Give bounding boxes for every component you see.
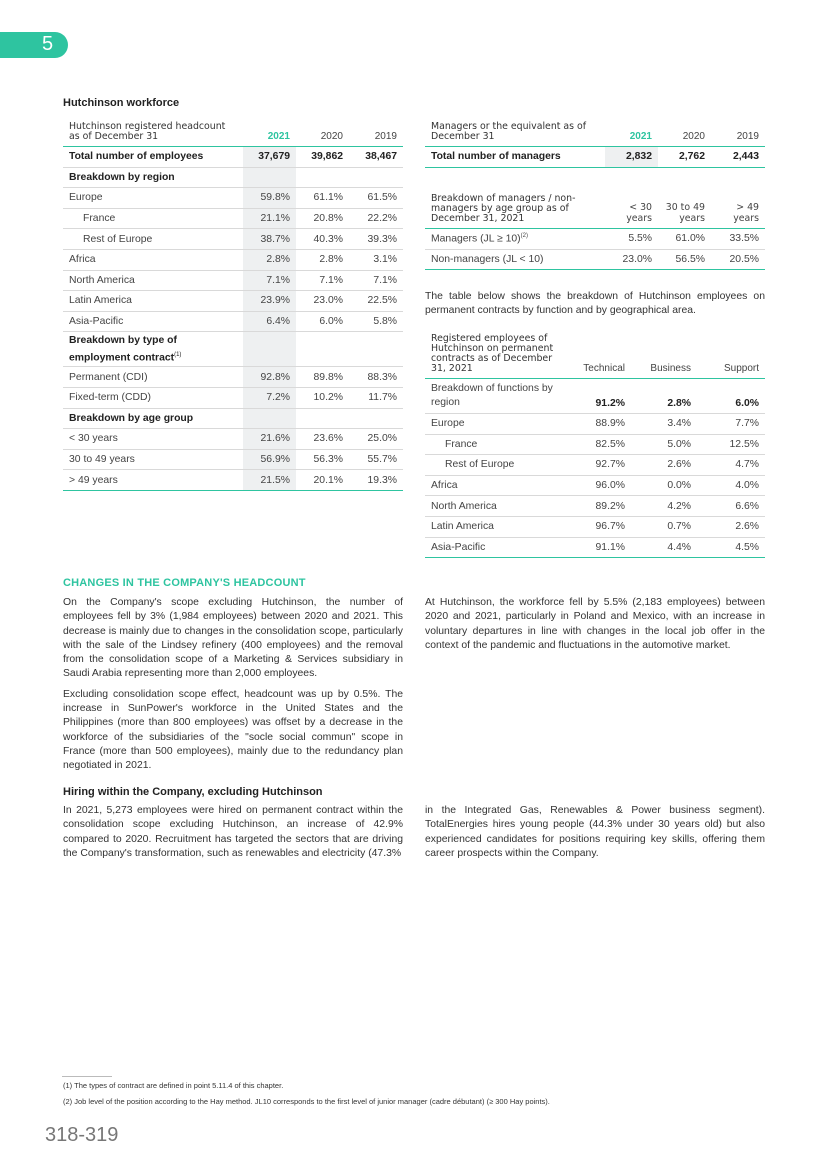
table-row	[63, 367, 403, 388]
cell: 59.8%	[243, 188, 296, 209]
total-2020: 2,762	[658, 147, 711, 168]
hiring-left-text: In 2021, 5,273 employees were hired on permanent contract within the consolidation scope excluding Hutchinson, an increase of 42.9% compared to 2020. Recruitment has targeted the sectors that are driving the Company's transformation, such as renewables and electricity (47.3%	[63, 805, 403, 859]
row-label: Permanent (CDI)	[63, 367, 243, 388]
changes-right-text: At Hutchinson, the workforce fell by 5.5% (2,183 employees) between 2020 and 2021, particularly in Poland and Mexico, with an increase in voluntary departures in line with changes in the local job offer in the context of the pandemic and fluctuations in the automotive market.	[425, 597, 765, 651]
header-under-30: < 30 years	[605, 194, 658, 229]
footnote-ref: (1)	[174, 352, 182, 359]
table-header-row	[425, 122, 765, 147]
cell: 96.7%	[565, 516, 631, 537]
cell: 55.7%	[349, 449, 403, 470]
functions-table	[425, 334, 765, 558]
cell: 21.5%	[243, 470, 296, 491]
page-numbers: 318-319	[45, 1124, 119, 1146]
section-row	[63, 167, 403, 188]
row-label: Rest of Europe	[425, 455, 565, 476]
row-label	[425, 229, 605, 250]
total-2021: 2,832	[605, 147, 658, 168]
row-label: North America	[63, 270, 243, 291]
cell: 21.6%	[243, 429, 296, 450]
total-row	[425, 147, 765, 168]
cell: 6.0%	[697, 379, 765, 414]
cell: 7.1%	[243, 270, 296, 291]
total-2019: 38,467	[349, 147, 403, 168]
cell: 5.5%	[605, 229, 658, 250]
cell: 11.7%	[349, 387, 403, 408]
header-2019: 2019	[349, 122, 403, 147]
cell: 92.7%	[565, 455, 631, 476]
header-label: Managers or the equivalent as of December 31	[425, 122, 605, 147]
hutchinson-headcount-table	[63, 122, 403, 491]
functions-intro: The table below shows the breakdown of Hutchinson employees on permanent contracts by function and by geographical area.	[425, 291, 765, 317]
row-label: 30 to 49 years	[63, 449, 243, 470]
cell: 20.5%	[711, 249, 765, 270]
row-label: Non-managers (JL < 10)	[425, 249, 605, 270]
cell: 4.4%	[631, 537, 697, 558]
cell: 4.5%	[697, 537, 765, 558]
cell: 2.8%	[296, 249, 349, 270]
table-row	[425, 414, 765, 435]
table-row	[425, 434, 765, 455]
row-label: > 49 years	[63, 470, 243, 491]
row-label: Rest of Europe	[63, 229, 243, 250]
region-heading: Breakdown by region	[63, 167, 243, 188]
row-label-text: Managers (JL ≥ 10)	[431, 233, 521, 245]
cell: 3.4%	[631, 414, 697, 435]
contract-heading-line2: employment contract	[69, 352, 175, 364]
cell: 5.8%	[349, 311, 403, 332]
cell: 92.8%	[243, 367, 296, 388]
contract-heading	[63, 332, 243, 367]
cell: 2.6%	[697, 516, 765, 537]
cell: 38.7%	[243, 229, 296, 250]
table-header-row	[425, 194, 765, 229]
cell: 0.0%	[631, 475, 697, 496]
row-label: Fixed-term (CDD)	[63, 387, 243, 408]
cell: 4.2%	[631, 496, 697, 517]
total-label: Breakdown of functions by region	[425, 379, 565, 414]
cell: 22.5%	[349, 291, 403, 312]
row-label: Africa	[63, 249, 243, 270]
header-label: Hutchinson registered headcount as of December 31	[63, 122, 243, 147]
table-row	[63, 387, 403, 408]
header-2020: 2020	[296, 122, 349, 147]
contract-heading-line1: Breakdown by type of	[69, 335, 177, 347]
table-row	[425, 229, 765, 250]
table-row	[425, 537, 765, 558]
table-row	[425, 516, 765, 537]
chapter-tab	[0, 32, 68, 58]
cell: 10.2%	[296, 387, 349, 408]
cell: 91.2%	[565, 379, 631, 414]
cell: 23.9%	[243, 291, 296, 312]
row-label: France	[63, 208, 243, 229]
hutchinson-title: Hutchinson workforce	[63, 97, 180, 109]
header-over-49: > 49 years	[711, 194, 765, 229]
cell: 25.0%	[349, 429, 403, 450]
table-row	[63, 429, 403, 450]
total-label: Total number of employees	[63, 147, 243, 168]
table-row	[63, 311, 403, 332]
hiring-right-text: in the Integrated Gas, Renewables & Power business segment). TotalEnergies hires young people (44.3% under 30 years old) but also experienced candidates for positions requiring key skills, offering them career prospects within the Company.	[425, 805, 765, 859]
row-label: Europe	[63, 188, 243, 209]
total-row	[63, 147, 403, 168]
row-label: Africa	[425, 475, 565, 496]
cell: 61.0%	[658, 229, 711, 250]
row-label: Latin America	[425, 516, 565, 537]
total-2021: 37,679	[243, 147, 296, 168]
cell: 40.3%	[296, 229, 349, 250]
paragraph: On the Company's scope excluding Hutchinson, the number of employees fell by 3% (1,984 employees) between 2020 and 2021. This decrease is mainly due to changes in the consolidation scope, particularly with the sale of the Lindsey refinery (400 employees) and the removal from the consolidation scope of a Marketing & Services subsidiary in Saudi Arabia representing more than 2,000 employees.	[63, 597, 403, 680]
cell: 89.2%	[565, 496, 631, 517]
paragraph: Excluding consolidation scope effect, headcount was up by 0.5%. The increase in SunPower's workforce in the United States and the Philippines (more than 800 employees) was offset by a decrease in the workforce of the subsidiaries of the "socle social commun" scope in France (more than 500 employees), mainly due to the redundancy plan negotiated in 2021.	[63, 688, 403, 772]
table-row	[425, 249, 765, 270]
total-row	[425, 379, 765, 414]
managers-table	[425, 122, 765, 168]
cell: 23.0%	[296, 291, 349, 312]
header-2021: 2021	[243, 122, 296, 147]
header-2020: 2020	[658, 122, 711, 147]
table-row	[63, 229, 403, 250]
table-row	[425, 496, 765, 517]
total-2019: 2,443	[711, 147, 765, 168]
cell: 91.1%	[565, 537, 631, 558]
header-support: Support	[697, 334, 765, 379]
row-label: Latin America	[63, 291, 243, 312]
section-row	[63, 332, 403, 367]
cell: 88.3%	[349, 367, 403, 388]
footnote-1: (1) The types of contract are defined in point 5.11.4 of this chapter.	[63, 1081, 284, 1090]
header-business: Business	[631, 334, 697, 379]
cell: 7.7%	[697, 414, 765, 435]
cell: 88.9%	[565, 414, 631, 435]
cell: 2.6%	[631, 455, 697, 476]
total-label: Total number of managers	[425, 147, 605, 168]
table-row	[63, 270, 403, 291]
row-label: < 30 years	[63, 429, 243, 450]
header-30-49: 30 to 49 years	[658, 194, 711, 229]
table-row	[425, 455, 765, 476]
row-label: Asia-Pacific	[63, 311, 243, 332]
cell: 7.1%	[349, 270, 403, 291]
cell: 0.7%	[631, 516, 697, 537]
row-label: France	[425, 434, 565, 455]
footnote-2: (2) Job level of the position according to the Hay method. JL10 corresponds to the first level of junior manager (cadre débutant) (≥ 300 Hay points).	[63, 1097, 550, 1106]
table-header-row	[63, 122, 403, 147]
cell: 19.3%	[349, 470, 403, 491]
hiring-heading: Hiring within the Company, excluding Hutchinson	[63, 786, 323, 798]
cell: 6.4%	[243, 311, 296, 332]
header-2021: 2021	[605, 122, 658, 147]
chapter-number: 5	[42, 33, 54, 55]
total-2020: 39,862	[296, 147, 349, 168]
footnote-ref: (2)	[520, 233, 528, 240]
cell: 56.3%	[296, 449, 349, 470]
row-label: North America	[425, 496, 565, 517]
table-row	[63, 449, 403, 470]
cell: 2.8%	[243, 249, 296, 270]
cell: 7.1%	[296, 270, 349, 291]
cell: 6.0%	[296, 311, 349, 332]
cell: 96.0%	[565, 475, 631, 496]
cell: 21.1%	[243, 208, 296, 229]
cell: 3.1%	[349, 249, 403, 270]
cell: 6.6%	[697, 496, 765, 517]
managers-age-table	[425, 194, 765, 270]
header-2019: 2019	[711, 122, 765, 147]
cell: 89.8%	[296, 367, 349, 388]
table-row	[63, 291, 403, 312]
cell: 23.6%	[296, 429, 349, 450]
table-row	[425, 475, 765, 496]
cell: 56.5%	[658, 249, 711, 270]
cell: 61.5%	[349, 188, 403, 209]
cell: 20.8%	[296, 208, 349, 229]
cell: 33.5%	[711, 229, 765, 250]
table-row	[63, 208, 403, 229]
cell: 23.0%	[605, 249, 658, 270]
cell: 82.5%	[565, 434, 631, 455]
table-row	[63, 188, 403, 209]
cell: 56.9%	[243, 449, 296, 470]
cell: 20.1%	[296, 470, 349, 491]
cell: 39.3%	[349, 229, 403, 250]
cell: 2.8%	[631, 379, 697, 414]
table-header-row	[425, 334, 765, 379]
table-row	[63, 470, 403, 491]
changes-heading: CHANGES IN THE COMPANY'S HEADCOUNT	[63, 577, 306, 589]
cell: 5.0%	[631, 434, 697, 455]
cell: 12.5%	[697, 434, 765, 455]
cell: 4.7%	[697, 455, 765, 476]
table-row	[63, 249, 403, 270]
section-row	[63, 408, 403, 429]
changes-left-text	[63, 596, 403, 780]
cell: 61.1%	[296, 188, 349, 209]
age-heading: Breakdown by age group	[63, 408, 243, 429]
header-label: Breakdown of managers / non-managers by age group as of December 31, 2021	[425, 194, 605, 229]
footnote-divider	[62, 1076, 112, 1077]
cell: 22.2%	[349, 208, 403, 229]
cell: 7.2%	[243, 387, 296, 408]
cell: 4.0%	[697, 475, 765, 496]
row-label: Europe	[425, 414, 565, 435]
row-label: Asia-Pacific	[425, 537, 565, 558]
header-technical: Technical	[565, 334, 631, 379]
header-label: Registered employees of Hutchinson on permanent contracts as of December 31, 2021	[425, 334, 565, 379]
